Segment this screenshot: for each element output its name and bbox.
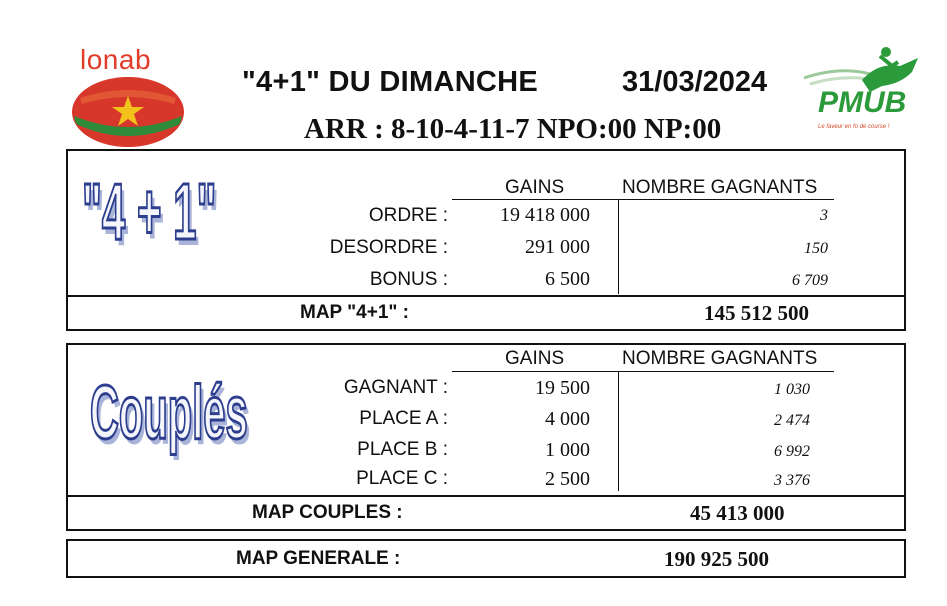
map-41-divider: [68, 295, 904, 297]
pmub-wordmark: PMUB: [818, 86, 907, 119]
map-generale-label: MAP GENERALE :: [236, 548, 401, 569]
col-gagnants-header: NOMBRE GAGNANTS: [622, 177, 818, 198]
section-couples-brand: Couplés: [90, 372, 248, 456]
pmub-logo: [800, 44, 928, 144]
lonab-flag-emblem: [70, 76, 186, 148]
col-gagnants-header-couples: NOMBRE GAGNANTS: [622, 348, 818, 369]
row-place-c-label: PLACE C :: [356, 468, 448, 489]
row-place-a-gains: 4 000: [545, 408, 590, 430]
row-place-b-gagnants: 6 992: [774, 443, 810, 460]
row-place-c-gains: 2 500: [545, 468, 590, 490]
row-bonus-gains: 6 500: [545, 268, 590, 290]
row-place-b-gains: 1 000: [545, 439, 590, 461]
map-generale-value: 190 925 500: [664, 547, 769, 571]
row-bonus-gagnants: 6 709: [792, 272, 828, 289]
row-desordre-gagnants: 150: [804, 240, 828, 257]
row-ordre-gains: 19 418 000: [500, 204, 590, 226]
arrival-line: ARR : 8-10-4-11-7 NPO:00 NP:00: [304, 113, 722, 145]
row-desordre-label: DESORDRE :: [329, 237, 448, 258]
section-total: [66, 539, 906, 578]
row-bonus-label: BONUS :: [369, 269, 448, 290]
row-place-b-label: PLACE B :: [357, 439, 448, 460]
lonab-logo: [70, 44, 190, 148]
row-place-c-gagnants: 3 376: [774, 472, 810, 489]
map-41-value: 145 512 500: [704, 301, 809, 325]
row-ordre-label: ORDRE :: [368, 205, 448, 226]
row-desordre-gains: 291 000: [525, 236, 590, 258]
map-couples-label: MAP COUPLES :: [252, 502, 403, 523]
row-gagnant-label: GAGNANT :: [343, 377, 448, 398]
map-couples-value: 45 413 000: [690, 501, 785, 525]
row-ordre-gagnants: 3: [820, 207, 828, 224]
col-gains-header-couples: GAINS: [505, 348, 565, 369]
row-place-a-label: PLACE A :: [359, 408, 448, 429]
section-41-brand: "4 + 1": [82, 167, 217, 257]
pmub-tagline: Le faveur en fo de course !: [818, 124, 890, 130]
row-gagnant-gagnants: 1 030: [774, 381, 810, 398]
table-header-rule-couples: [452, 371, 834, 372]
column-divider: [618, 199, 619, 294]
map-41-label: MAP "4+1" :: [300, 302, 410, 323]
draw-date: 31/03/2024: [622, 66, 768, 98]
map-couples-divider: [68, 495, 904, 497]
col-gains-header: GAINS: [505, 177, 565, 198]
row-gagnant-gains: 19 500: [535, 377, 590, 399]
row-place-a-gagnants: 2 474: [774, 412, 810, 429]
table-header-rule: [452, 199, 834, 200]
page-title: "4+1" DU DIMANCHE: [242, 66, 539, 98]
column-divider-couples: [618, 371, 619, 491]
lonab-wordmark: lonab: [80, 44, 152, 75]
